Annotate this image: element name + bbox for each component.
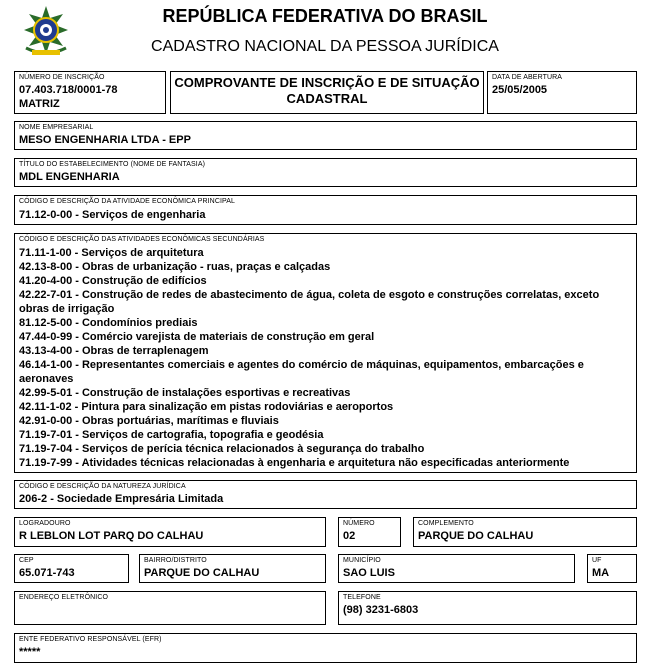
inscricao-box bbox=[14, 71, 166, 114]
nome-empresarial-value: MESO ENGENHARIA LTDA - EPP bbox=[19, 134, 191, 146]
list-item: 71.19-7-01 - Serviços de cartografia, topografia e geodésia bbox=[19, 429, 324, 441]
nome-empresarial-label: NOME EMPRESARIAL bbox=[19, 124, 94, 131]
email-box bbox=[14, 591, 326, 625]
list-item: 47.44-0-99 - Comércio varejista de materiais de construção em geral bbox=[19, 331, 375, 343]
cep-value: 65.071-743 bbox=[19, 567, 75, 579]
complemento-value: PARQUE DO CALHAU bbox=[418, 530, 534, 542]
logradouro-value: R LEBLON LOT PARQ DO CALHAU bbox=[19, 530, 204, 542]
inscricao-label: NÚMERO DE INSCRIÇÃO bbox=[19, 74, 105, 81]
list-item: 71.19-7-04 - Serviços de perícia técnica relacionados à segurança do trabalho bbox=[19, 443, 425, 455]
natureza-value: 206-2 - Sociedade Empresária Limitada bbox=[19, 493, 224, 505]
numero-box bbox=[338, 517, 401, 547]
page-title: REPÚBLICA FEDERATIVA DO BRASIL bbox=[162, 6, 488, 26]
complemento-label: COMPLEMENTO bbox=[418, 520, 474, 527]
list-item: 46.14-1-00 - Representantes comerciais e agentes do comércio de máquinas, equipamentos, embarcações e aeronaves bbox=[19, 359, 584, 385]
efr-value: ***** bbox=[19, 646, 41, 658]
efr-box bbox=[14, 633, 637, 663]
list-item: 42.11-1-02 - Pintura para sinalização em pistas rodoviárias e aeroportos bbox=[19, 401, 394, 413]
abertura-label: DATA DE ABERTURA bbox=[492, 74, 563, 81]
atividades-secundarias-list bbox=[19, 246, 632, 470]
municipio-label: MUNICÍPIO bbox=[343, 557, 381, 564]
uf-box bbox=[587, 554, 637, 583]
bairro-label: BAIRRO/DISTRITO bbox=[144, 557, 207, 564]
email-label: ENDEREÇO ELETRÔNICO bbox=[19, 594, 109, 601]
list-item: 42.13-8-00 - Obras de urbanização - ruas, praças e calçadas bbox=[19, 261, 331, 273]
titulo-label: TÍTULO DO ESTABELECIMENTO (NOME DE FANTASIA) bbox=[19, 161, 206, 168]
bairro-box bbox=[139, 554, 326, 583]
abertura-value: 25/05/2005 bbox=[492, 84, 548, 96]
uf-label: UF bbox=[592, 557, 602, 564]
list-item: 42.99-5-01 - Construção de instalações esportivas e recreativas bbox=[19, 387, 351, 399]
titulo-value: MDL ENGENHARIA bbox=[19, 171, 120, 183]
municipio-box bbox=[338, 554, 575, 583]
bairro-value: PARQUE DO CALHAU bbox=[144, 567, 260, 579]
natureza-box bbox=[14, 480, 637, 509]
inscricao-number: 07.403.718/0001-78 bbox=[19, 84, 118, 96]
numero-value: 02 bbox=[343, 530, 356, 542]
numero-label: NÚMERO bbox=[343, 520, 375, 527]
telefone-value: (98) 3231-6803 bbox=[343, 604, 419, 616]
atividades-secundarias-label: CÓDIGO E DESCRIÇÃO DAS ATIVIDADES ECONÔMICAS SECUNDÁRIAS bbox=[19, 236, 265, 243]
atividade-principal-label: CÓDIGO E DESCRIÇÃO DA ATIVIDADE ECONÔMICA PRINCIPAL bbox=[19, 198, 236, 205]
municipio-value: SAO LUIS bbox=[343, 567, 395, 579]
inscricao-type: MATRIZ bbox=[19, 98, 60, 110]
list-item: 43.13-4-00 - Obras de terraplenagem bbox=[19, 345, 209, 357]
titulo-box bbox=[14, 158, 637, 187]
list-item: 42.22-7-01 - Construção de redes de abastecimento de água, coleta de esgoto e construções correlatas, exceto obras de irrigação bbox=[19, 289, 600, 315]
telefone-label: TELEFONE bbox=[343, 594, 381, 601]
natureza-label: CÓDIGO E DESCRIÇÃO DA NATUREZA JURÍDICA bbox=[19, 483, 186, 490]
list-item: 42.91-0-00 - Obras portuárias, marítimas e fluviais bbox=[19, 415, 279, 427]
list-item: 41.20-4-00 - Construção de edifícios bbox=[19, 275, 207, 287]
comprovante-title-line2: CADASTRAL bbox=[286, 91, 368, 106]
logradouro-box bbox=[14, 517, 326, 547]
list-item: 71.19-7-99 - Atividades técnicas relacionadas à engenharia e arquitetura não especificadas anteriormente bbox=[19, 457, 570, 469]
cep-label: CEP bbox=[19, 557, 34, 564]
nome-empresarial-box bbox=[14, 121, 637, 150]
telefone-box bbox=[338, 591, 637, 625]
comprovante-box bbox=[170, 71, 484, 114]
uf-value: MA bbox=[592, 567, 610, 579]
comprovante-title-line1: COMPROVANTE DE INSCRIÇÃO E DE SITUAÇÃO bbox=[174, 75, 480, 90]
cep-box bbox=[14, 554, 129, 583]
atividade-principal-box bbox=[14, 195, 637, 225]
list-item: 81.12-5-00 - Condomínios prediais bbox=[19, 317, 198, 329]
atividade-principal-value: 71.12-0-00 - Serviços de engenharia bbox=[19, 209, 206, 221]
efr-label: ENTE FEDERATIVO RESPONSÁVEL (EFR) bbox=[19, 636, 162, 643]
logradouro-label: LOGRADOURO bbox=[19, 520, 71, 527]
atividades-secundarias-box bbox=[14, 233, 637, 473]
page-subtitle: CADASTRO NACIONAL DA PESSOA JURÍDICA bbox=[151, 38, 499, 55]
abertura-box bbox=[487, 71, 637, 114]
complemento-box bbox=[413, 517, 637, 547]
list-item: 71.11-1-00 - Serviços de arquitetura bbox=[19, 247, 204, 259]
